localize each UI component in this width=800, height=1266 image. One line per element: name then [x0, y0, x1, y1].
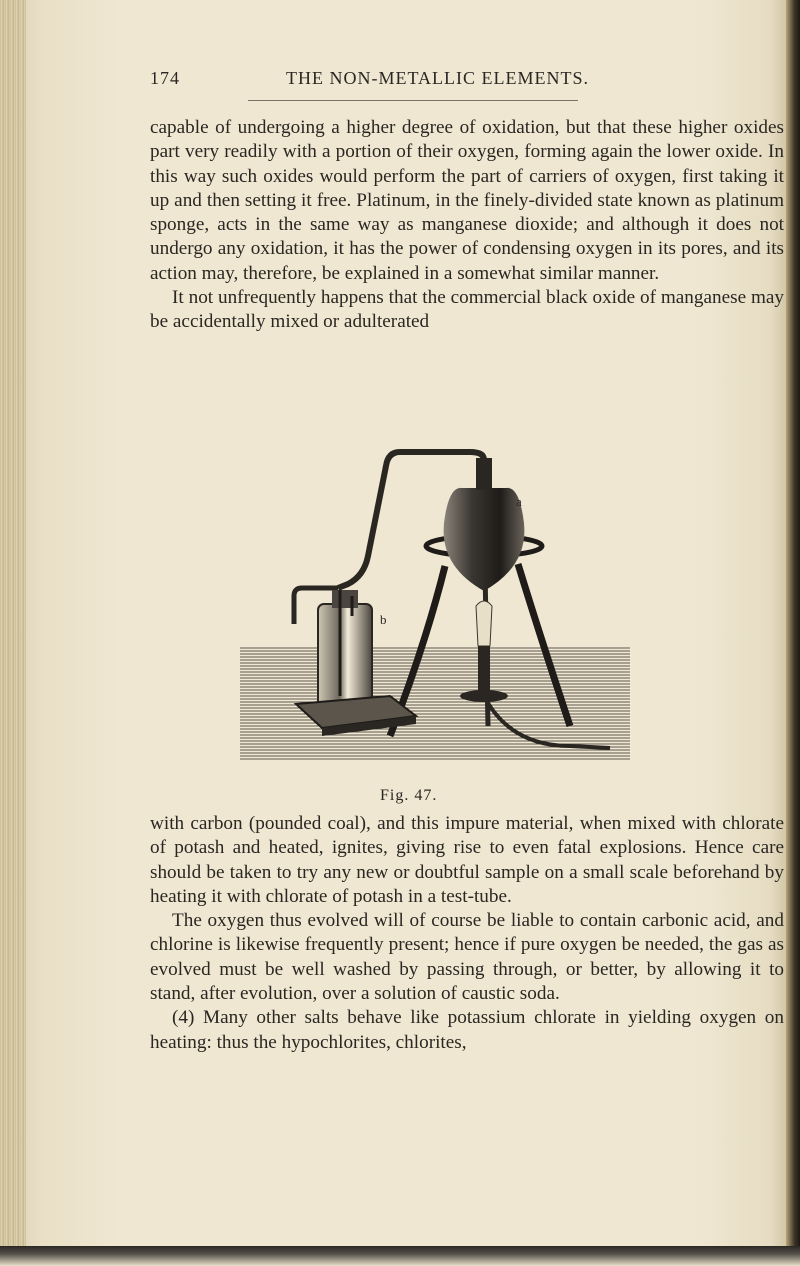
paragraph: with carbon (pounded coal), and this impure material, when mixed with chlorate of potash and heated, ignites, giving rise to even fatal explosions. Hence care should be taken to try any new or doubtful sample on a small scale beforehand by heating it with chlorate of potash in a test-tube. — [150, 813, 784, 907]
page-number: 174 — [150, 68, 180, 88]
figure-label-b: b — [380, 612, 387, 627]
text-block-top — [150, 116, 784, 335]
book-gutter — [0, 0, 26, 1266]
figure-caption: Fig. 47. — [380, 787, 438, 804]
paragraph: The oxygen thus evolved will of course be liable to contain carbonic acid, and chlorine is likewise frequently present; hence if pure oxygen be needed, the gas as evolved must be well washed by passing through, or better, by allowing it to stand, after evolution, over a solution of caustic soda. — [150, 910, 784, 1005]
header-rule — [248, 100, 578, 101]
figure-label-a: a — [516, 494, 522, 509]
text-block-bottom — [150, 812, 784, 1055]
oxygen-apparatus-illustration — [240, 446, 630, 776]
paragraph: It not unfrequently happens that the commercial black oxide of manganese may be accidentally mixed or adulterated — [150, 287, 784, 333]
paragraph: (4) Many other salts behave like potassium chlorate in yielding oxygen on heating: thus the hypochlorites, chlorites, — [150, 1007, 784, 1053]
wash-bottle — [318, 590, 372, 708]
running-header — [150, 68, 770, 92]
figure-47 — [240, 446, 630, 776]
page-edge-shadow — [786, 0, 800, 1266]
running-title: THE NON-METALLIC ELEMENTS. — [286, 68, 590, 88]
paragraph: capable of undergoing a higher degree of oxidation, but that these higher oxides part very readily with a portion of their oxygen, forming again the lower oxide. In this way such oxides would perform the part of carriers of oxygen, first taking it up and then setting it free. Platinum, in the finely-divided state known as platinum sponge, acts in the same way as manganese dioxide; and although it does not undergo any oxidation, it has the power of condensing oxygen in its pores, and its action may, therefore, be explained in a somewhat similar manner. — [150, 117, 784, 284]
page-bottom-edge — [0, 1246, 800, 1266]
